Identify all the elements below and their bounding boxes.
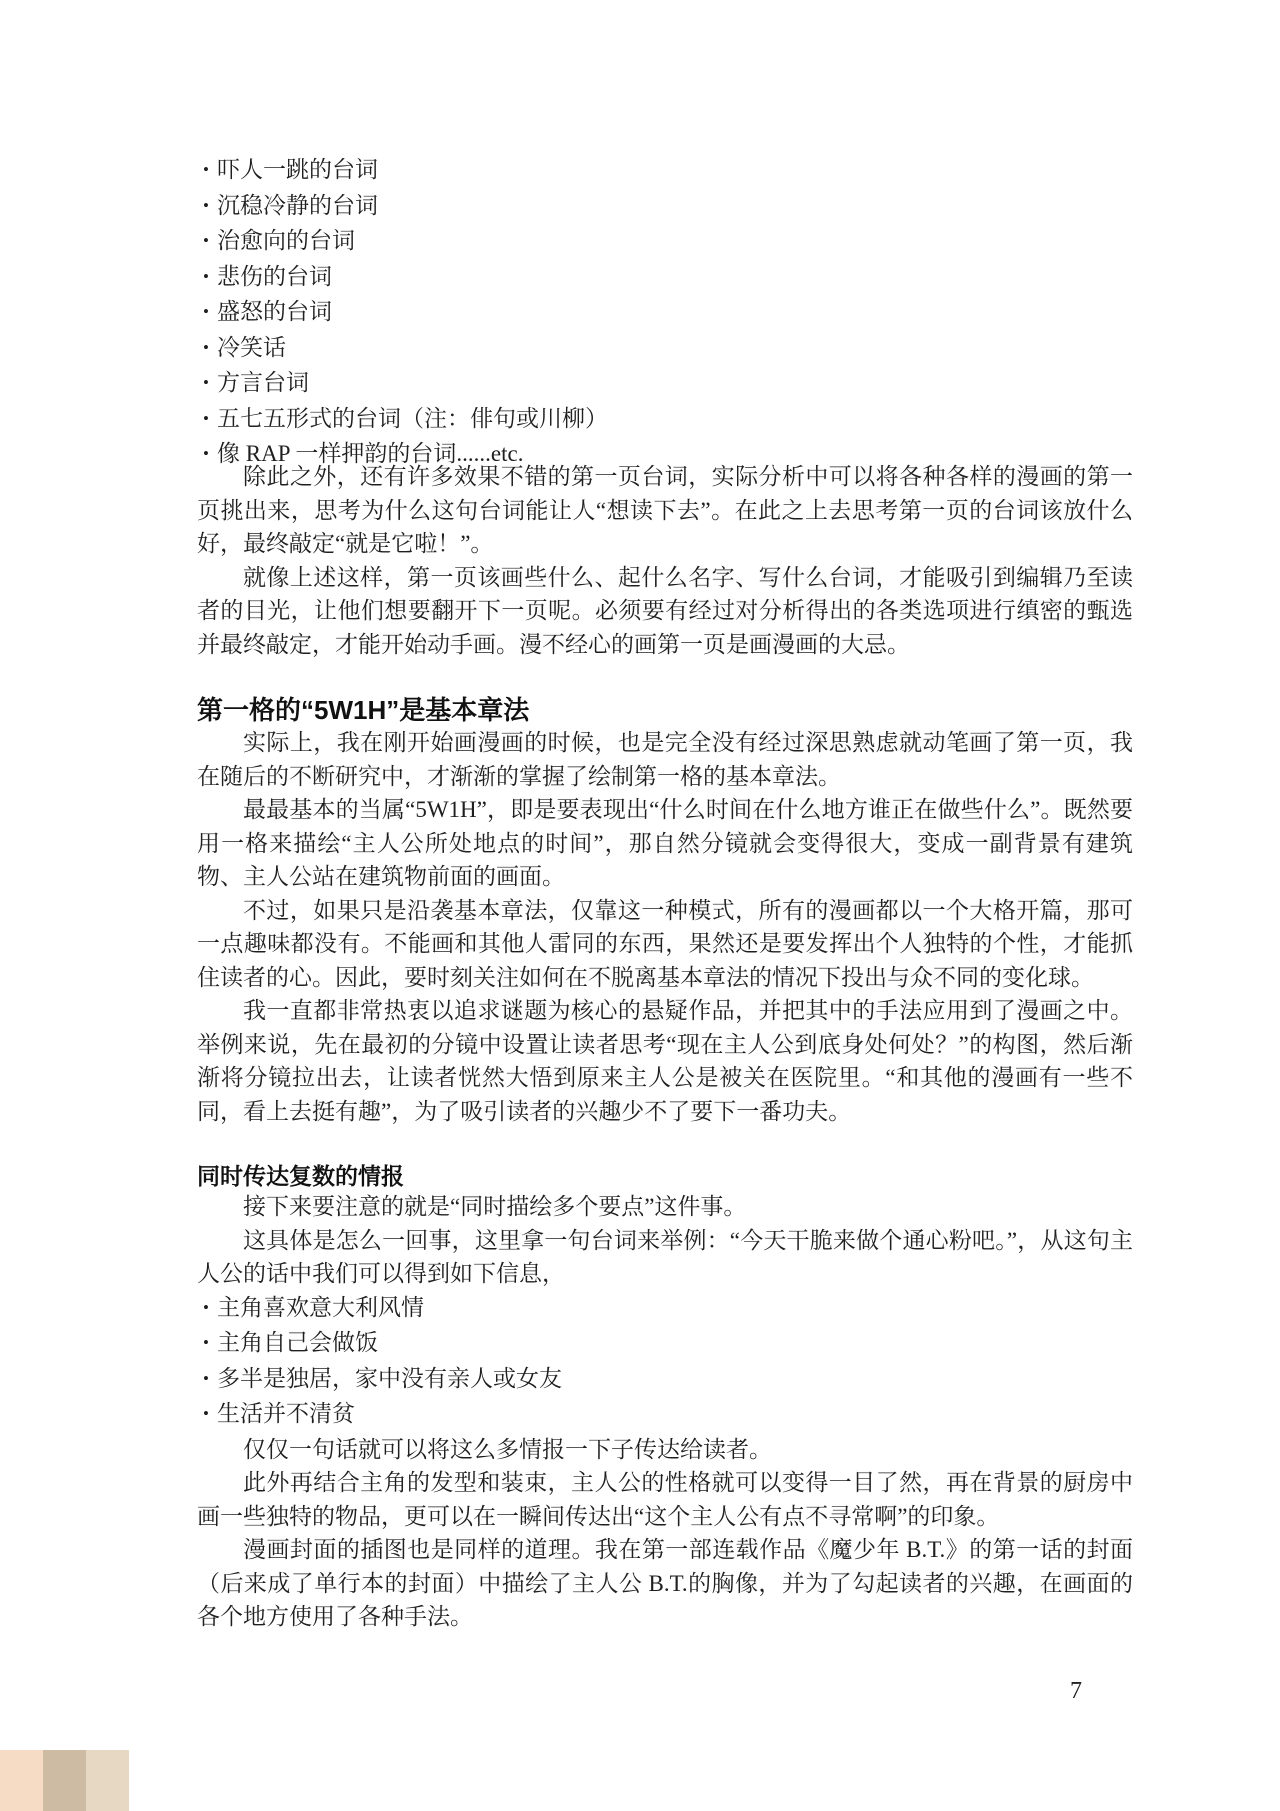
- bullet-icon: •: [203, 373, 209, 392]
- list-item-text: 方言台词: [217, 370, 309, 395]
- paragraph: 实际上，我在刚开始画漫画的时候，也是完全没有经过深思熟虑就动笔画了第一页，我在随后的不断研究中，才渐渐的掌握了绘制第一格的基本章法。: [197, 730, 1133, 789]
- list-item-text: 吓人一跳的台词: [217, 157, 378, 182]
- list-item: [197, 260, 1133, 296]
- section1-paragraphs: [197, 726, 1133, 1128]
- list-item-text: 主角喜欢意大利风情: [217, 1294, 424, 1320]
- bullet-icon: •: [203, 231, 209, 250]
- list-item-text: 治愈向的台词: [217, 228, 355, 253]
- list-item-text: 五七五形式的台词（注：俳句或川柳）: [217, 405, 608, 431]
- bullet-icon: •: [203, 1404, 209, 1423]
- color-block: [43, 1750, 86, 1811]
- list-item: [197, 366, 1133, 402]
- section2-block: [197, 1190, 1133, 1634]
- paragraph: 不过，如果只是沿袭基本章法，仅靠这一种模式，所有的漫画都以一个大格开篇，那可一点趣味都没有。不能画和其他人雷同的东西，果然还是要发挥出个人独特的个性，才能抓住读者的心。因此，要时刻关注如何在不脱离基本章法的情况下投出与众不同的变化球。: [197, 897, 1133, 990]
- paragraph: 接下来要注意的就是“同时描绘多个要点”这件事。: [243, 1194, 747, 1219]
- list-item: [197, 331, 1133, 367]
- bullet-icon: •: [203, 160, 209, 179]
- paragraph: 除此之外，还有许多效果不错的第一页台词，实际分析中可以将各种各样的漫画的第一页挑出来，思考为什么这句台词能让人“想读下去”。在此之上去思考第一页的台词该放什么好，最终敲定“就是它啦！”。: [197, 464, 1133, 556]
- paragraph: 我一直都非常热衷以追求谜题为核心的悬疑作品，并把其中的手法应用到了漫画之中。举例来说，先在最初的分镜中设置让读者思考“现在主人公到底身处何处？”的构图，然后渐渐将分镜拉出去，让读者恍然大悟到原来主人公是被关在医院里。“和其他的漫画有一些不同，看上去挺有趣”，为了吸引读者的兴趣少不了要下一番功夫。: [197, 998, 1133, 1124]
- paragraph: 这具体是怎么一回事，这里拿一句台词来举例：“今天干脆来做个通心粉吧。”，从这句主人公的话中我们可以得到如下信息，: [197, 1227, 1133, 1286]
- section2-closing: [197, 1433, 1133, 1634]
- list-item-text: 生活并不清贫: [217, 1401, 355, 1426]
- paragraph: 就像上述这样，第一页该画些什么、起什么名字、写什么台词，才能吸引到编辑乃至读者的目光，让他们想要翻开下一页呢。必须要有经过对分析得出的各类选项进行缜密的甄选并最终敲定，才能开始动手画。漫不经心的画第一页是画漫画的大忌。: [197, 564, 1133, 657]
- list-item: [197, 224, 1133, 260]
- list-item: [197, 189, 1133, 225]
- paragraph: 最最基本的当属“5W1H”，即是要表现出“什么时间在什么地方谁正在做些什么”。既然要用一格来描绘“主人公所处地点的时间”，那自然分镜就会变得很大，变成一副背景有建筑物、主人公站在建筑物前面的画面。: [197, 797, 1133, 889]
- list-item-text: 像 RAP 一样押韵的台词......etc.: [217, 441, 524, 466]
- subsection-heading: 同时传达复数的情报: [197, 1163, 404, 1189]
- color-block: [86, 1750, 129, 1811]
- list-item: [197, 402, 1133, 438]
- section2-intro: [197, 1190, 1133, 1291]
- list-item: [197, 1291, 1133, 1327]
- bullet-icon: •: [203, 302, 209, 321]
- list-item: [197, 1397, 1133, 1433]
- list-item-text: 悲伤的台词: [217, 263, 332, 289]
- list-item: [197, 153, 1133, 189]
- paragraph: 漫画封面的插图也是同样的道理。我在第一部连载作品《魔少年 B.T.》的第一话的封面（后来成了单行本的封面）中描绘了主人公 B.T.的胸像，并为了勾起读者的兴趣，在画面的各个地方使用了各种手法。: [197, 1537, 1133, 1629]
- page-number: 7: [1070, 1678, 1082, 1704]
- bullet-icon: •: [203, 1297, 209, 1317]
- intro-paragraphs: [197, 460, 1133, 661]
- bullet-icon: •: [203, 1368, 209, 1388]
- section-heading: 第一格的“5W1H”是基本章法: [197, 695, 530, 725]
- paragraph: 仅仅一句话就可以将这么多情报一下子传达给读者。: [243, 1436, 772, 1462]
- bullet-icon: •: [203, 337, 209, 357]
- bullet-icon: •: [203, 266, 209, 286]
- bullet-icon: •: [203, 408, 209, 428]
- info-points-list: [197, 1291, 1133, 1433]
- list-item-text: 多半是独居，家中没有亲人或女友: [217, 1365, 562, 1391]
- list-item: [197, 1362, 1133, 1398]
- list-item: [197, 1326, 1133, 1362]
- bullet-icon: •: [203, 1333, 209, 1352]
- color-block: [0, 1750, 43, 1811]
- corner-color-blocks: [0, 1750, 129, 1811]
- list-item-text: 沉稳冷静的台词: [217, 192, 378, 218]
- opening-lines-list: [197, 153, 1133, 473]
- list-item: [197, 295, 1133, 331]
- list-item-text: 冷笑话: [217, 334, 286, 360]
- bullet-icon: •: [203, 444, 209, 463]
- bullet-icon: •: [203, 195, 209, 215]
- paragraph: 此外再结合主角的发型和装束，主人公的性格就可以变得一目了然，再在背景的厨房中画一些独特的物品，更可以在一瞬间传达出“这个主人公有点不寻常啊”的印象。: [197, 1470, 1133, 1529]
- list-item-text: 主角自己会做饭: [217, 1330, 378, 1355]
- list-item-text: 盛怒的台词: [217, 299, 332, 324]
